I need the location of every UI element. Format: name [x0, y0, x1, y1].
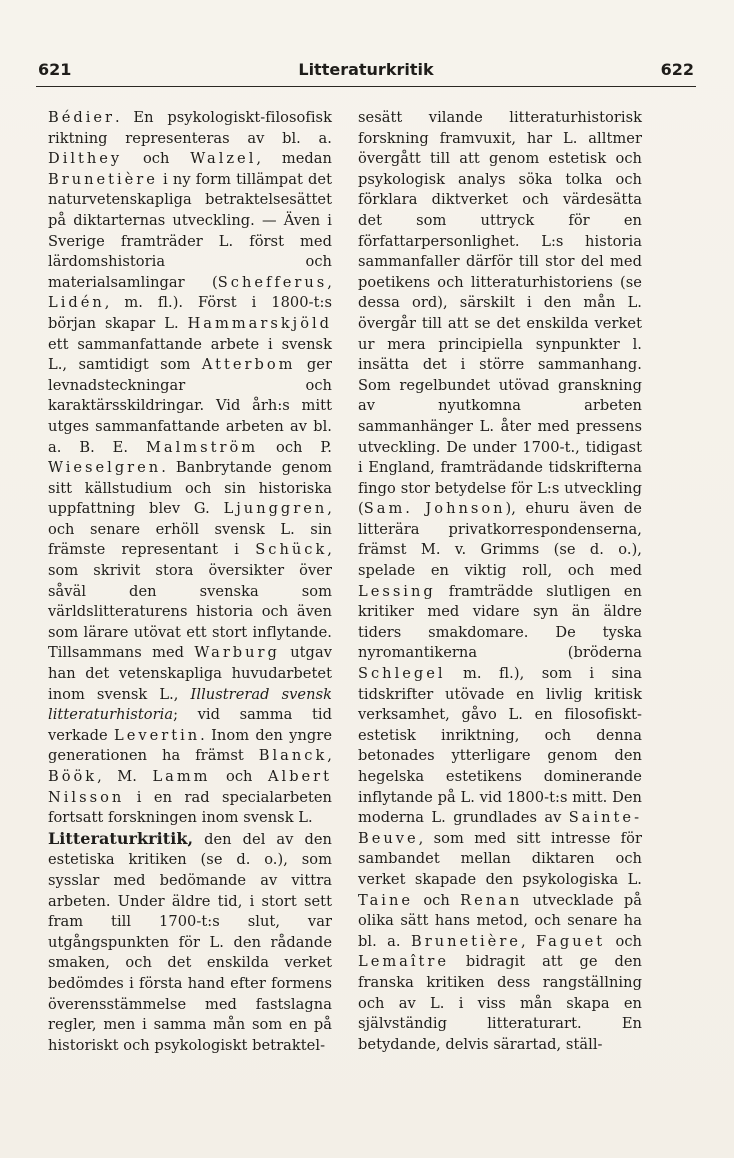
text-run: m. fl.), som i sina tidskrifter utövade en livlig kritisk verksamhet, gåvo L. en filosofiskt-estetisk inriktning, och denna betonades ytterligare genom den hegelska estetikens dominerande inflytande på L. vid 1800-t:s mitt. Den moderna L. grundlades av	[358, 665, 642, 827]
name-schefferus: Schefferus	[217, 273, 328, 291]
name-book: Böök	[48, 768, 98, 785]
page-number-left: 621	[38, 60, 72, 79]
text-run: och	[605, 932, 642, 950]
entry-headword: Litteraturkritik,	[48, 828, 194, 848]
paragraph-litteraturhistoria-end	[48, 108, 332, 829]
text-run: ger levnadsteckningar och karaktärsskildringar. Vid årh:s mitt utges sammanfattande arbeten av bl. a. B. E.	[48, 356, 332, 456]
page-number-right: 622	[660, 60, 694, 79]
name-renan: Renan	[460, 891, 523, 909]
name-brunetiere: Brunetière	[411, 932, 521, 950]
name-atterbom: Atterbom	[201, 356, 296, 374]
text-run: , M.	[97, 768, 153, 785]
text-run: . En psykologiskt-filosofisk riktning representeras av bl. a.	[48, 109, 332, 147]
paragraph-litteraturkritik-continued	[358, 108, 642, 1055]
name-brunetiere: Brunetière	[48, 170, 158, 188]
name-albert-nilsson: Albert Nilsson	[48, 768, 333, 806]
text-run: och P.	[258, 438, 332, 456]
name-hammarskjold: Hammarskjöld	[187, 314, 332, 332]
text-run: , som med sitt intresse för sambandet mellan diktaren och verket skapade den psykologiska L.	[358, 829, 642, 888]
text-run: ), ehuru även de litterära privatkorrespondenserna, främst M. v. Grimms (se d. o.), spelade en viktig roll, och med	[358, 500, 642, 580]
text-run: bidragit att ge den franska kritiken dess rangställning och av L. i viss mån skapa en självständig litteraturart. En betydande, delvis särartad, ställ-	[358, 953, 642, 1053]
name-taine: Taine	[358, 891, 414, 909]
text-run: utvecklade på olika sätt hans metod, och senare ha bl. a.	[358, 891, 642, 950]
text-run: , som skrivit stora översikter över såväl den svenska som världslitteraturens historia och även som lärare utövat ett stort inflytande. Tillsammans med	[48, 541, 332, 662]
name-schuck: Schück	[255, 541, 328, 559]
name-wieselgren: Wieselgren	[48, 459, 162, 477]
column-right	[358, 108, 642, 1055]
name-faguet: Faguet	[536, 932, 606, 950]
paragraph-litteraturkritik	[48, 829, 332, 1057]
name-schlegel: Schlegel	[358, 665, 446, 683]
name-lessing: Lessing	[358, 582, 436, 600]
text-run: och	[122, 150, 191, 168]
text-run: . Inom den yngre generationen ha främst	[48, 726, 333, 765]
name-malmstrom: Malmström	[145, 438, 259, 456]
name-dilthey: Dilthey	[48, 150, 123, 168]
text-run: , medan	[256, 150, 332, 168]
text-run: ,	[520, 932, 537, 950]
text-run: , m. fl.). Först i 1800-t:s början skapar L.	[48, 294, 332, 332]
text-run: . Banbrytande genom sitt källstudium och sin historiska uppfattning blev G.	[48, 459, 332, 518]
name-bedier: Bédier	[48, 109, 115, 126]
book-title-italic: Illustrerad svensk litteraturhistoria	[48, 685, 333, 724]
name-liden: Lidén	[48, 294, 105, 312]
name-walzel: Walzel	[190, 150, 257, 168]
text-run: i ny form tillämpat det naturvetenskapliga betraktelsesättet på diktarternas utveckling. — Även i Sverige framträder L. först med lärdomshistoria och materialsamlingar (	[48, 170, 332, 291]
text-run: sesätt vilande litteraturhistorisk forskning framvuxit, har L. alltmer övergått till att genom estetisk och psykologisk analys söka tolka och förklara diktverket och värdesätta det som uttryck för en författarpersonlighet. L:s historia sammanfaller därför till stor del med poetikens och litteraturhistoriens (se dessa ord), särskilt i den mån L. övergår till att se det enskilda verket ur mera principiella synpunkter l. insätta det i större sammanhang. Som regelbundet utövad granskning av nyutkomna arbeten sammanhänger L. åter med pressens utveckling. De under 1700-t., tidigast i England, framträdande tidskrifterna fingo stor betydelse för L:s utveckling (	[358, 109, 642, 518]
text-run: i en rad specialarbeten fortsatt forskningen inom svensk L.	[48, 788, 332, 827]
name-sam-johnson: Sam. Johnson	[363, 500, 506, 518]
text-run: , och senare erhöll svensk L. sin främste representant i	[48, 500, 332, 559]
text-run: den del av den estetiska kritiken (se d. o.), som sysslar med bedömande av vittra arbeten. Under äldre tid, i stort sett fram till 1700-t:s slut, var utgångspunkten för L. den rådande smaken, och det enskilda verket bedömdes i första hand efter formens överensstämmelse med fastslagna regler, men i samma mån som en på historiskt och psykologiskt betraktel-	[48, 830, 332, 1054]
name-warburg: Warburg	[194, 644, 280, 662]
text-run: utgav han det vetenskapliga huvudarbetet inom svensk L.,	[48, 644, 332, 703]
text-run: ,	[327, 273, 332, 291]
header-rule	[36, 86, 696, 87]
column-left	[48, 108, 332, 1056]
text-run: ; vid samma tid verkade	[48, 706, 332, 744]
name-levertin: Levertin	[114, 726, 201, 744]
text-run: och	[413, 891, 461, 909]
text-run: framträdde slutligen en kritiker med vidare syn än äldre tiders smakdomare. De tyska nyromantikerna (bröderna	[358, 582, 642, 662]
text-run: ett sammanfattande arbete i svensk L., samtidigt som	[48, 335, 332, 374]
name-ljunggren: Ljunggren	[223, 500, 328, 518]
name-sainte-beuve: Sainte-Beuve	[358, 809, 642, 847]
text-run: ,	[327, 747, 332, 765]
text-run: och	[210, 768, 268, 785]
running-title: Litteraturkritik	[298, 60, 434, 79]
name-lamm: Lamm	[152, 768, 211, 785]
name-lemaitre: Lemaître	[358, 953, 450, 971]
name-blanck: Blanck	[258, 747, 328, 765]
